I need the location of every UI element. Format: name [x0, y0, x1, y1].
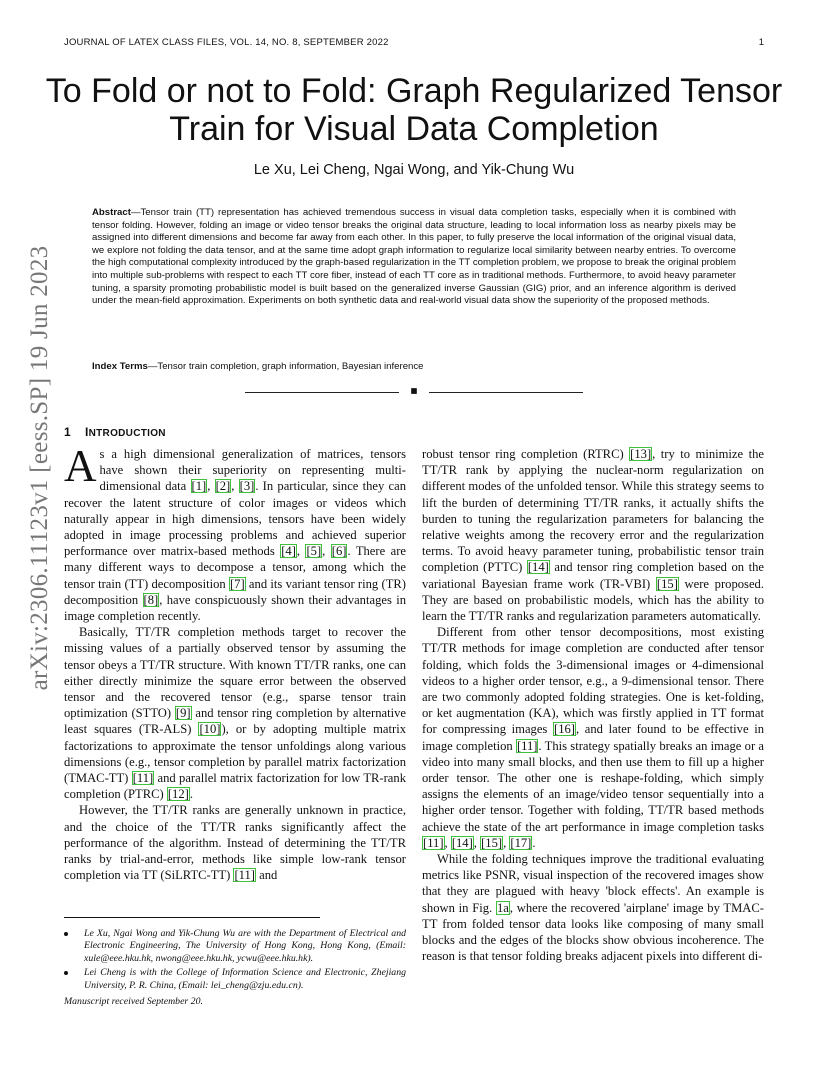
section-title-rest: NTRODUCTION: [88, 428, 166, 439]
footnotes: [64, 928, 406, 994]
abstract-text: —Tensor train (TT) representation has achieved tremendous success in visual data completion tasks, especially when it is combined with tensor folding. However, folding an image or video tensor breaks the original data structure, leading to local information loss as nearby pixels may be assigned into different dimensions and become far away from each other. In this paper, to fully preserve the local information of the original visual data, we explore not folding the data tensor, and at the same time adopt graph information to regularize local similarity between nearby entries. To overcome the high computational complexity introduced by the graph-based regularization in the TT completion problem, we propose to break the original problem into multiple sub-problems with respect to each TT core fiber, instead of each TT core as in traditional methods. Furthermore, to avoid heavy parameter tuning, a sparsity promoting probabilistic model is built based on the generalized inverse Gaussian (GIG) prior, and an inference algorithm is derived under the mean-field approximation. Experiments on both synthetic data and real-world visual data show the superiority of the proposed methods.: [92, 207, 736, 307]
citation-link[interactable]: [15]: [656, 576, 678, 591]
paragraph: [64, 441, 407, 624]
text-run: robust tensor ring completion (RTRC): [422, 447, 630, 461]
running-head: JOURNAL OF LATEX CLASS FILES, VOL. 14, NO. 8, SEPTEMBER 2022: [64, 37, 389, 48]
section-divider: [245, 387, 583, 397]
paper-title: To Fold or not to Fold: Graph Regularized Tensor Train for Visual Data Completion: [45, 72, 783, 148]
divider-rule-right: [429, 392, 583, 393]
section-heading: [64, 425, 166, 439]
citation-link[interactable]: [15]: [481, 835, 503, 850]
text-run: .: [532, 835, 536, 850]
index-terms: [92, 361, 736, 374]
citation-link[interactable]: [13]: [630, 447, 652, 461]
text-run: However, the TT/TR ranks are generally unknown in practice, and the choice of the TT/TR ranks significantly affect the performance of the algorithm. Instead of determining the TT/TR ranks by trial-and-error, methods like simple low-rank tensor completion via TT (SiLRTC-TT): [64, 803, 406, 883]
citation-link[interactable]: [1]: [191, 479, 207, 494]
text-run: ,: [296, 544, 306, 559]
text-run: , have conspicuously shown their advantages in image completion recently.: [64, 592, 406, 624]
paragraph: [64, 802, 406, 883]
text-run: Basically, TT/TR completion methods target to recover the missing values of a partially observed tensor by assuming the tensor obeys a TT/TR structure. With known TT/TR ranks, one can either directly minimize the square error between the observed tensor and the recovered tensor (e.g., sparse tensor train optimization (STTO): [64, 625, 406, 721]
citation-link[interactable]: [6]: [331, 544, 347, 559]
text-run: . There are many different ways to decompose a tensor, among which the tensor train (TT) decomposition: [64, 544, 406, 591]
page-number: 1: [758, 37, 764, 48]
citation-link[interactable]: [10]: [199, 722, 221, 737]
text-run: . In particular, since they can recover the latent structure of color images or videos which naturally appear in high dimensions, tensors have been widely adopted in image processing problems and achieved superior performance over matrix-based methods: [64, 479, 407, 559]
paragraph: [422, 446, 764, 624]
index-terms-label: Index Terms: [92, 361, 148, 372]
citation-link[interactable]: [5]: [306, 544, 322, 559]
paragraph: [422, 851, 764, 964]
text-run: ,: [473, 835, 481, 850]
citation-link[interactable]: [14]: [527, 560, 549, 575]
footnote-item: [64, 928, 406, 965]
footnote-text: Lei Cheng is with the College of Information Science and Electronic, Zhejiang University, P. R. China, (Email: lei_cheng@zju.edu.cn).: [84, 967, 406, 991]
citation-link[interactable]: [3]: [239, 479, 255, 494]
citation-link[interactable]: [11]: [234, 868, 255, 883]
citation-link[interactable]: [2]: [215, 479, 231, 494]
citation-link[interactable]: [11]: [516, 738, 538, 753]
abstract-label: Abstract: [92, 207, 131, 218]
figure-link[interactable]: 1a: [496, 900, 509, 915]
citation-link[interactable]: [8]: [143, 592, 159, 607]
citation-link[interactable]: [16]: [554, 722, 575, 737]
bullet-icon: [64, 932, 68, 936]
citation-link[interactable]: [14]: [451, 835, 473, 850]
text-run: and tensor ring completion by alternative least squares (TR-ALS): [64, 706, 406, 737]
citation-link[interactable]: [11]: [423, 835, 444, 850]
text-run: ,: [503, 835, 510, 850]
text-run: While the folding techniques improve the traditional evaluating metrics like PSNR, visual inspection of the recovered images show that they are plagued with heavy 'block effects'. An example is shown in Fig.: [422, 852, 764, 915]
footnote-text: Le Xu, Ngai Wong and Yik-Chung Wu are with the Department of Electrical and Electronic Engineering, The University of Hong Kong, Hong Kong, (Email: xule@eee.hku.hk, nwong@eee.hku.hk, ycwu@eee.hku.hk).: [84, 928, 406, 964]
paragraph: [64, 624, 406, 802]
text-run: ), or by adopting multiple matrix factorizations to approximate the tensor unfoldings along various dimensions (e.g., tensor completion by parallel matrix factorization (TMAC-TT): [64, 722, 407, 786]
text-run: , try to minimize the TT/TR rank by applying the nuclear-norm regularization on different modes of the unfolded tensor. While this strategy seems to lift the burden of determining TT/TR ranks, it actually shifts the burden to tuning the regularization parameters for balancing the relative weights among the recovery error and the regularization terms. To avoid heavy parameter tuning, probabilistic tensor train completion (PTTC): [422, 447, 764, 575]
right-column: [422, 446, 764, 965]
citation-link[interactable]: [17]: [510, 835, 532, 850]
drop-cap: A: [64, 441, 97, 491]
paragraph: [422, 624, 764, 851]
text-run: ,: [444, 835, 451, 850]
text-run: , where the recovered 'airplane' image by TMAC-TT from folded tensor data looks like composing of many small blocks and the edges of the blocks show obvious incoherence. The reason is that tensor folding breaks adjacent pixels into different di-: [422, 900, 764, 964]
author-list: Le Xu, Lei Cheng, Ngai Wong, and Yik-Chung Wu: [253, 162, 575, 178]
citation-link[interactable]: [4]: [281, 544, 296, 559]
section-title-initial: I: [84, 425, 89, 439]
text-run: . This strategy spatially breaks an image or a video into many small blocks, and then use them to fill up a higher order tensor. The other one is reshape-folding, which simply assigns the elements of an image/video tensor sequentially into a higher order tensor. Together with folding, TT/TR based methods achieve the state of the art performance in image completion tasks: [422, 738, 764, 834]
citation-link[interactable]: [12]: [167, 787, 189, 802]
abstract: [92, 207, 736, 308]
citation-link[interactable]: [7]: [229, 576, 245, 591]
divider-rule-left: [245, 392, 399, 393]
diamond-ornament-icon: [408, 385, 419, 396]
text-run: and parallel matrix factorization for low TR-rank completion (PTRC): [64, 771, 406, 802]
manuscript-note: Manuscript received September 20.: [64, 996, 203, 1007]
index-terms-text: —Tensor train completion, graph information, Bayesian inference: [147, 361, 424, 372]
text-run: were proposed. They are based on probabilistic models, which has the ability to learn the TT/TR ranks and regularization parameters automatically.: [422, 576, 764, 624]
text-run: Different from other tensor decompositions, most existing TT/TR methods for image completion are conducted after tensor folding, which folds the 3-dimensional images or 4-dimensional videos to a higher order tensor, e.g., a 9-dimensional tensor. There are two commonly adopted folding strategies. One is ket-folding, or ket augmentation (KA), which was firstly applied in TT format for compressing images: [422, 625, 764, 737]
text-run: s a high dimensional generalization of matrices, tensors have shown their superiority on representing multi-dimensional data: [99, 447, 406, 494]
text-run: and its variant tensor ring (TR) decomposition: [64, 576, 406, 607]
text-run: ,: [322, 544, 331, 559]
text-run: , and later found to be effective in image completion: [422, 722, 764, 753]
text-run: ,: [231, 479, 239, 494]
footnote-rule: [64, 917, 320, 918]
footnote-item: [64, 967, 406, 992]
left-column: [64, 441, 407, 883]
text-run: .: [189, 787, 193, 802]
text-run: and: [255, 868, 278, 883]
text-run: and tensor ring completion based on the variational Bayesian frame work (TR-VBI): [422, 560, 764, 591]
text-run: ,: [207, 479, 215, 494]
citation-link[interactable]: [9]: [175, 706, 191, 721]
section-number: 1: [64, 425, 71, 439]
bullet-icon: [64, 971, 68, 975]
arxiv-stamp-text: arXiv:2306.11123v1 [eess.SP] 19 Jun 2023: [26, 245, 53, 691]
citation-link[interactable]: [11]: [132, 771, 154, 786]
